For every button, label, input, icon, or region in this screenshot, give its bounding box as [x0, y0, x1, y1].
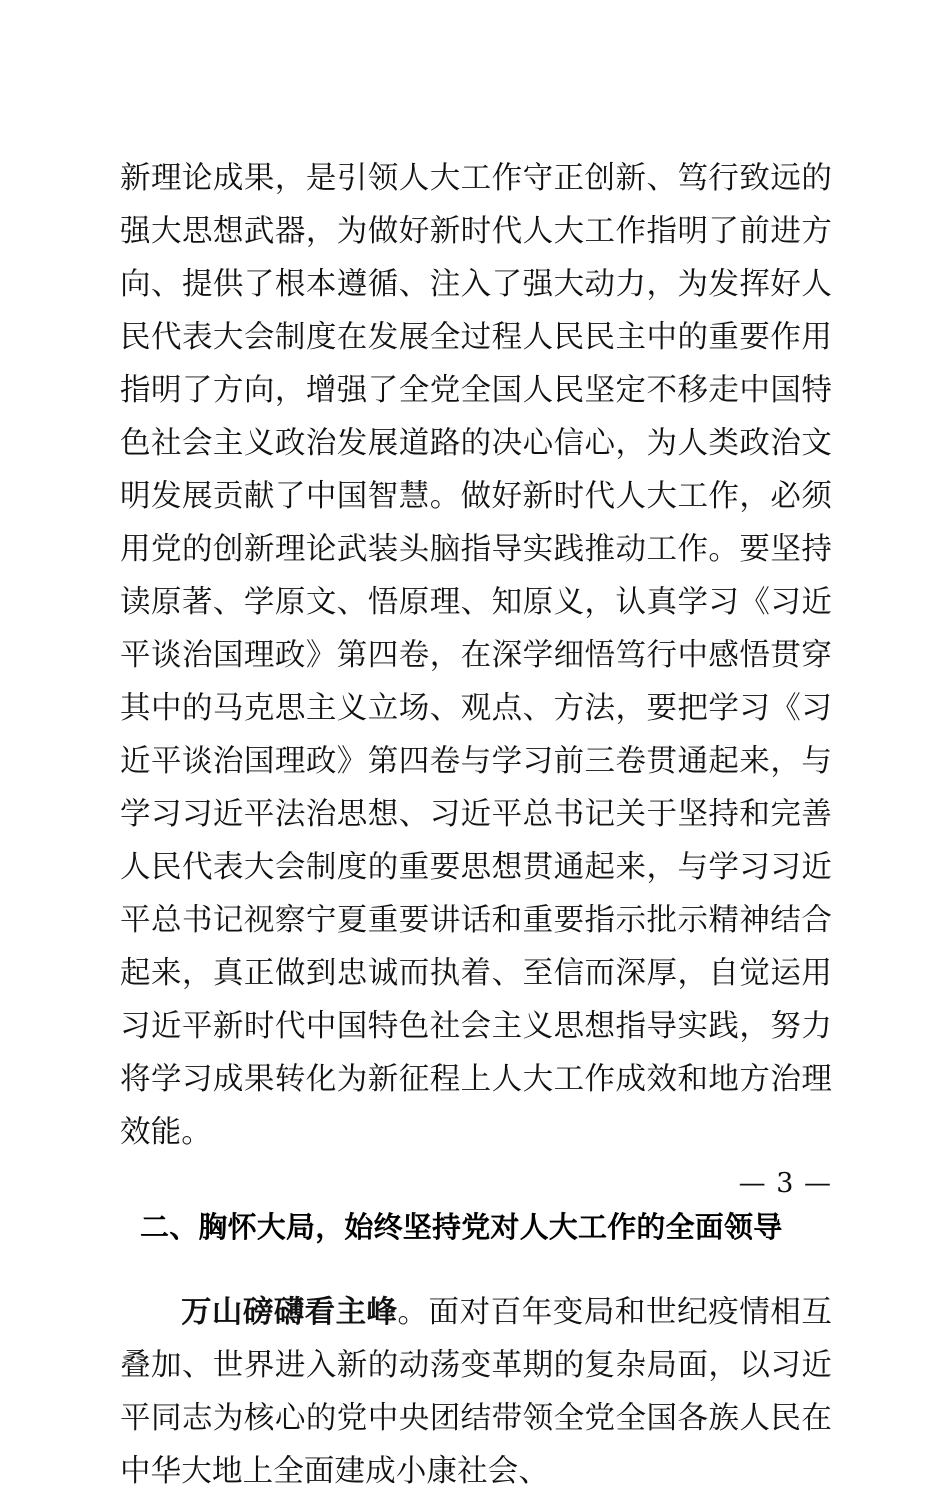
paragraph-2-lead-emphasis: 万山磅礴看主峰 — [181, 1295, 398, 1330]
body-paragraph-1: 新理论成果，是引领人大工作守正创新、笃行致远的强大思想武器，为做好新时代人大工作指明了前进方向、提供了根本遵循、注入了强大动力，为发挥好人民代表大会制度在发展全过程人民民主中的重要作用指明了方向，增强了全党全国人民坚定不移走中国特色社会主义政治发展道路的决心信心，为人类政治文明发展贡献了中国智慧。做好新时代人大工作，必须用党的创新理论武装头脑指导实践推动工作。要坚持读原著、学原文、悟原理、知原义，认真学习《习近平谈治国理政》第四卷，在深学细悟笃行中感悟贯穿其中的马克思主义立场、观点、方法，要把学习《习近平谈治国理政》第四卷与学习前三卷贯通起来，与学习习近平法治思想、习近平总书记关于坚持和完善人民代表大会制度的重要思想贯通起来，与学习习近平总书记视察宁夏重要讲话和重要指示批示精神结合起来，真正做到忠诚而执着、至信而深厚，自觉运用习近平新时代中国特色社会主义思想指导实践，努力将学习成果转化为新征程上人大工作成效和地方治理效能。 — [120, 161, 832, 1150]
heading-spacer-bottom — [120, 1254, 832, 1286]
paragraph-2-body-text: 。面对百年变局和世纪疫情相互叠加、世界进入新的动荡变革期的复杂局面，以习近平同志为核心的党中央团结带领全党全国各族人民在中华大地上全面建成小康社会、 — [120, 1295, 832, 1489]
section-heading-two: 二、胸怀大局，始终坚持党对人大工作的全面领导 — [140, 1210, 783, 1244]
page-content — [120, 152, 832, 1498]
page-number-footer: — 3 — — [738, 1168, 832, 1199]
body-paragraph-2 — [120, 1286, 832, 1498]
